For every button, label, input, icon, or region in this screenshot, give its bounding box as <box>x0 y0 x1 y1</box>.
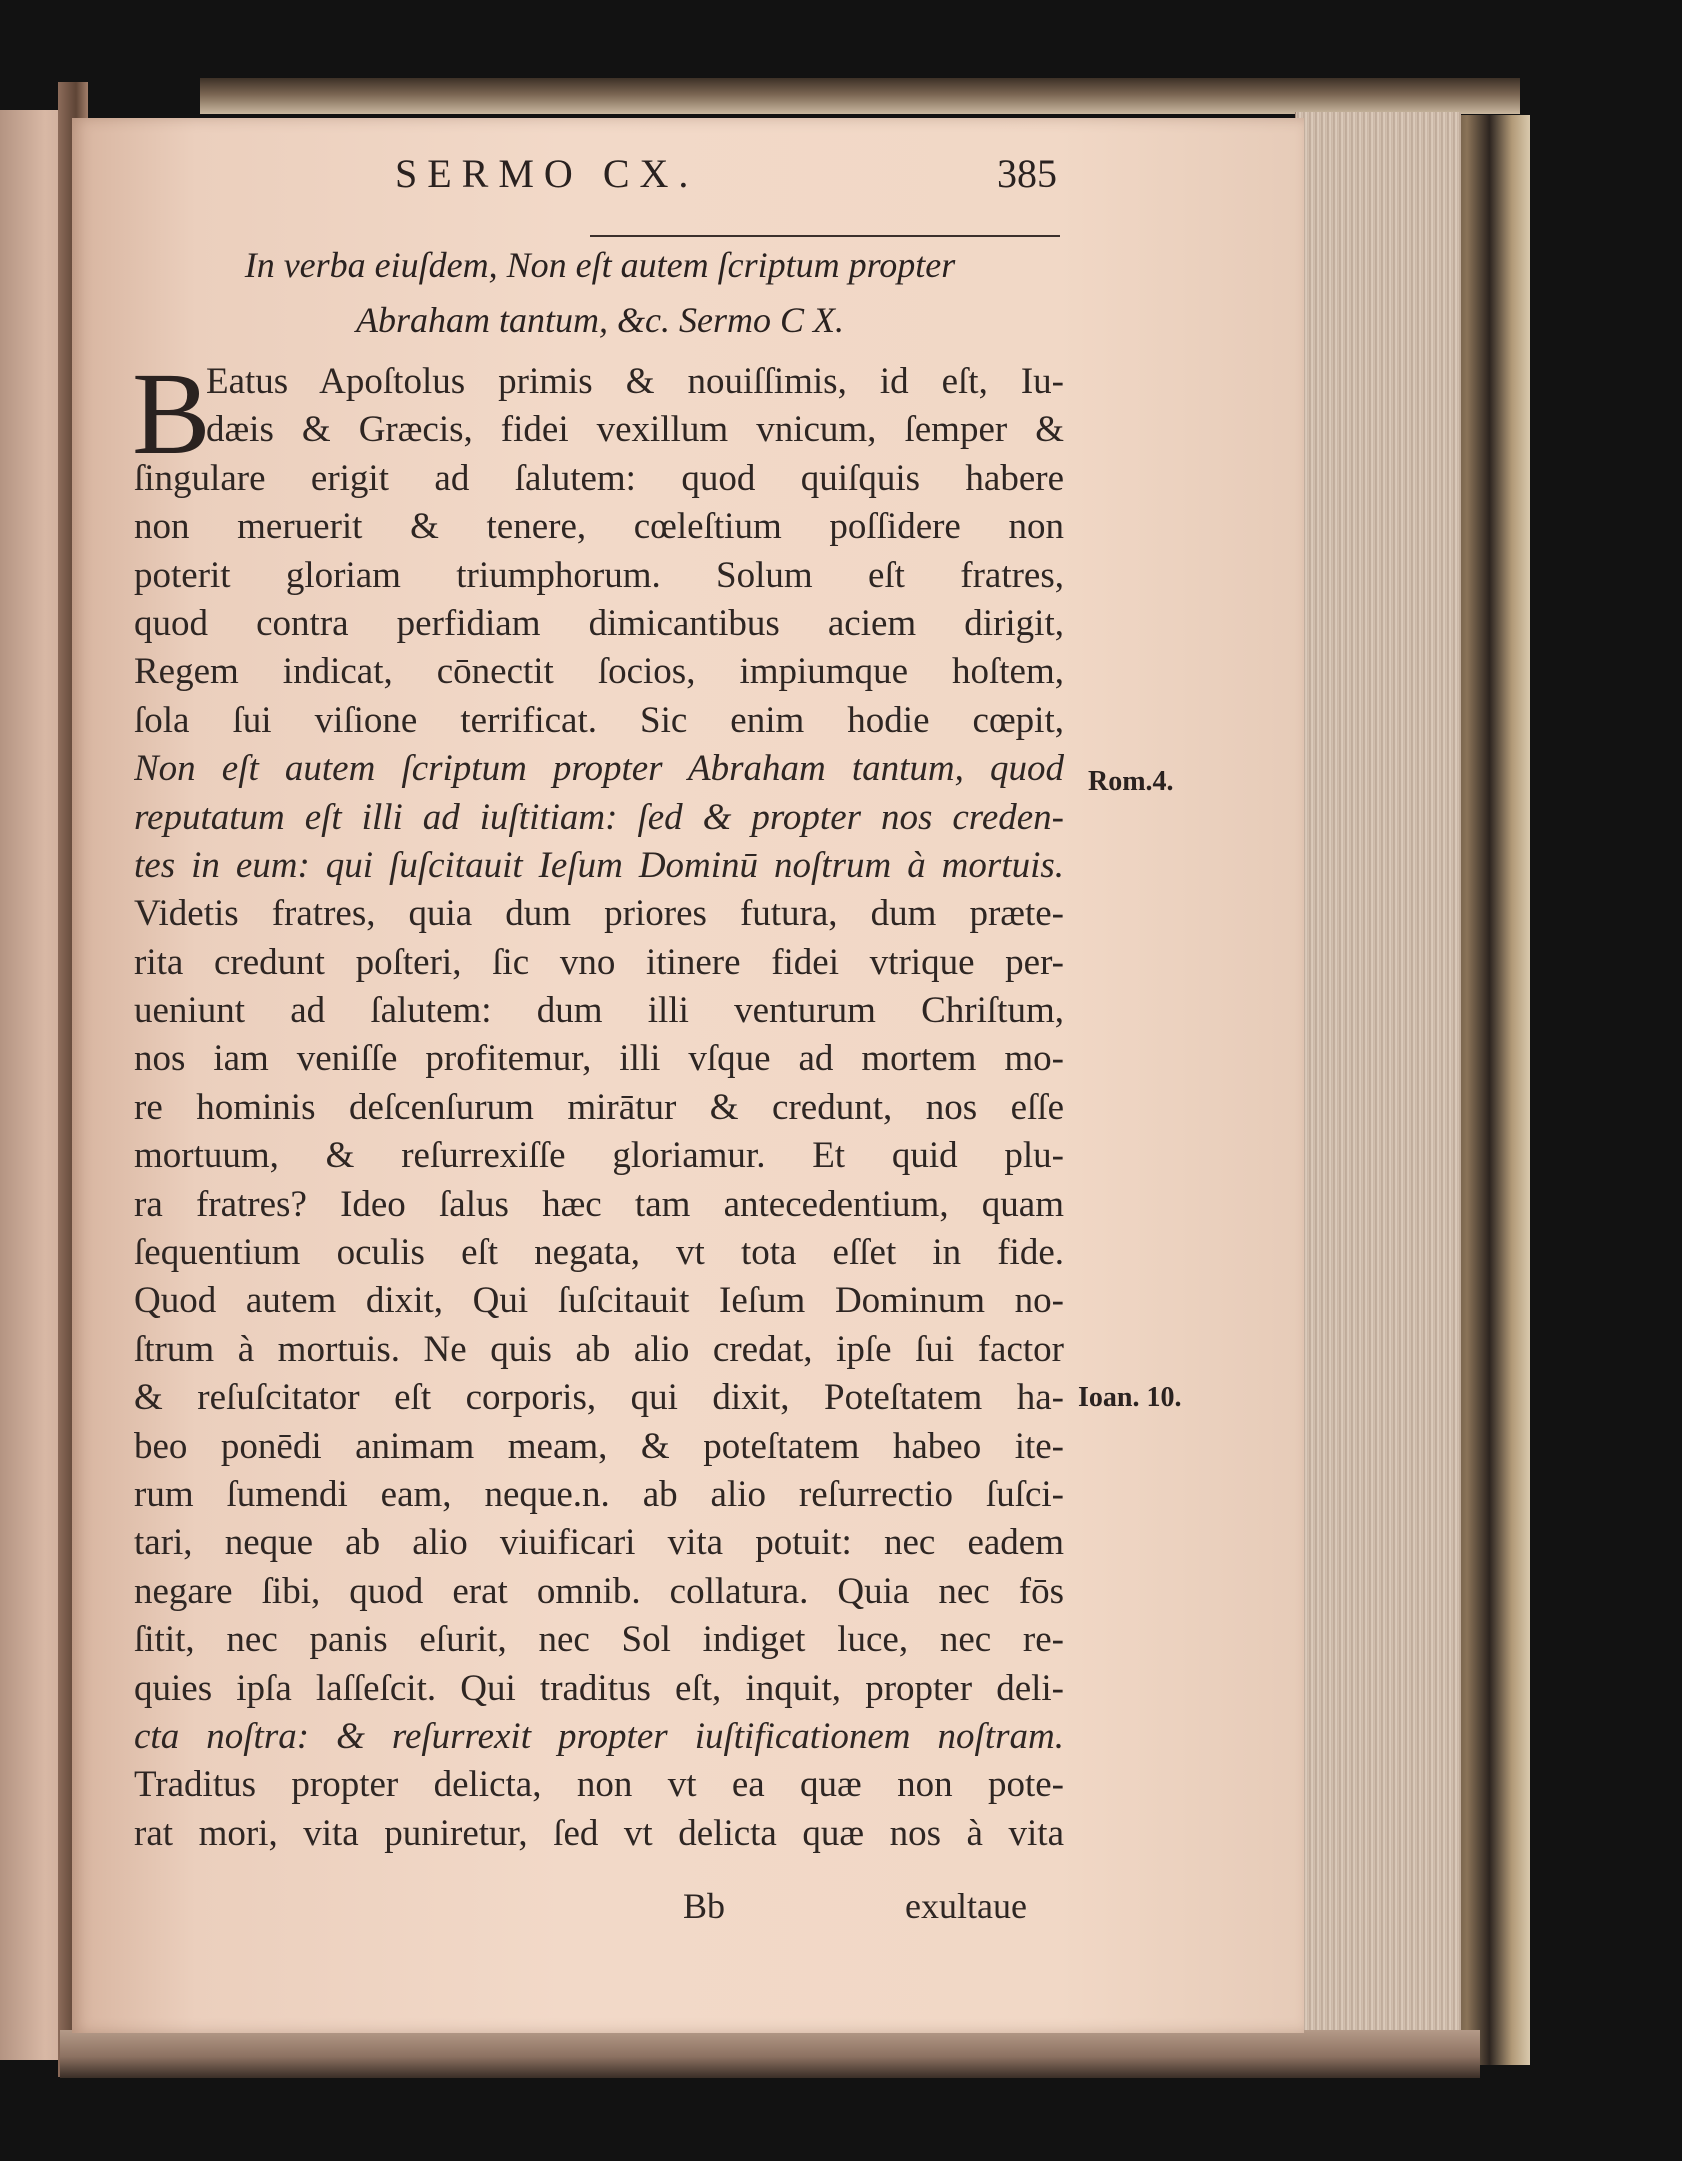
margin-note-rom: Rom.4. <box>1088 766 1174 797</box>
text-line: Regem indicat, cōnectit ſocios, impiumque hoſtem, <box>134 651 1064 693</box>
text-line: beo ponēdi animam meam, & poteſtatem habeo ite- <box>134 1425 1064 1467</box>
caption-line: In verba eiuſdem, Non eſt autem ſcriptum propter <box>244 245 956 285</box>
text-line: Traditus propter delicta, non vt ea quæ non pote- <box>134 1764 1064 1806</box>
page-number: 385 <box>997 151 1057 196</box>
text-line: Quod autem dixit, Qui ſuſcitauit Ieſum Dominum no- <box>134 1280 1064 1322</box>
bottom-page-edge <box>60 2030 1480 2078</box>
text-line: poterit gloriam triumphorum. Solum eſt fratres, <box>134 554 1064 596</box>
text-line: mortuum, & reſurrexiſſe gloriamur. Et quid plu- <box>134 1135 1064 1177</box>
top-cover-edge <box>200 78 1520 114</box>
text-line: cta noſtra: & reſurrexit propter iuſtificationem noſtram. <box>134 1715 1064 1757</box>
text-line: Non eſt autem ſcriptum propter Abraham tantum, quod <box>134 748 1064 790</box>
caption-line: Abraham tantum, &c. Sermo C X. <box>356 300 844 340</box>
text-line: ſitit, nec panis eſurit, nec Sol indiget luce, nec re- <box>134 1619 1064 1661</box>
text-line: ſequentium oculis eſt negata, vt tota eſſet in fide. <box>134 1232 1064 1274</box>
text-line: non meruerit & tenere, cœleſtium poſſidere non <box>134 506 1064 548</box>
running-title: SERMO CX. <box>395 151 699 196</box>
drop-cap: B <box>132 348 211 479</box>
sermon-caption <box>130 238 1070 348</box>
text-line: ſingulare erigit ad ſalutem: quod quiſquis habere <box>134 457 1064 499</box>
page-header <box>395 150 1085 210</box>
text-line: negare ſibi, quod erat omnib. collatura. Quia nec fōs <box>134 1570 1064 1612</box>
text-line: & reſuſcitator eſt corporis, qui dixit, Poteſtatem ha- <box>134 1377 1064 1419</box>
text-line: tari, neque ab alio viuificari vita potuit: nec eadem <box>134 1522 1064 1564</box>
signature-mark: Bb <box>683 1886 726 1926</box>
text-line: dæis & Græcis, fidei vexillum vnicum, ſemper & <box>206 409 1064 451</box>
margin-note-ioan: Ioan. 10. <box>1078 1382 1182 1413</box>
body-text <box>134 358 1064 1858</box>
text-line: quies ipſa laſſeſcit. Qui traditus eſt, inquit, propter deli- <box>134 1667 1064 1709</box>
text-line: quod contra perfidiam dimicantibus aciem dirigit, <box>134 602 1064 644</box>
text-line: Eatus Apoſtolus primis & nouiſſimis, id eſt, Iu- <box>206 361 1064 402</box>
text-line: Videtis fratres, quia dum priores futura, dum præte- <box>134 893 1064 935</box>
text-line: ueniunt ad ſalutem: dum illi venturum Chriſtum, <box>134 990 1064 1032</box>
text-line: rat mori, vita puniretur, ſed vt delicta quæ nos à vita <box>134 1812 1064 1854</box>
text-line: ra fratres? Ideo ſalus hæc tam antecedentium, quam <box>134 1183 1064 1225</box>
text-line: reputatum eſt illi ad iuſtitiam: ſed & propter nos creden- <box>134 796 1064 838</box>
text-line: rita credunt poſteri, ſic vno itinere fidei vtrique per- <box>134 941 1064 983</box>
page-fore-edge <box>1295 112 1461 2032</box>
text-line: ſtrum à mortuis. Ne quis ab alio credat, ipſe ſui factor <box>134 1328 1064 1370</box>
text-line: ſola ſui viſione terrificat. Sic enim hodie cœpit, <box>134 699 1064 741</box>
text-line: tes in eum: qui ſuſcitauit Ieſum Dominū noſtrum à mortuis. <box>134 844 1064 886</box>
text-line: re hominis deſcenſurum mirātur & credunt, nos eſſe <box>134 1086 1064 1128</box>
text-line: rum ſumendi eam, neque.n. ab alio reſurrectio ſuſci- <box>134 1473 1064 1515</box>
catchword: exultaue <box>905 1886 1027 1926</box>
header-rule <box>590 235 1060 237</box>
text-line: nos iam veniſſe profitemur, illi vſque ad mortem mo- <box>134 1038 1064 1080</box>
